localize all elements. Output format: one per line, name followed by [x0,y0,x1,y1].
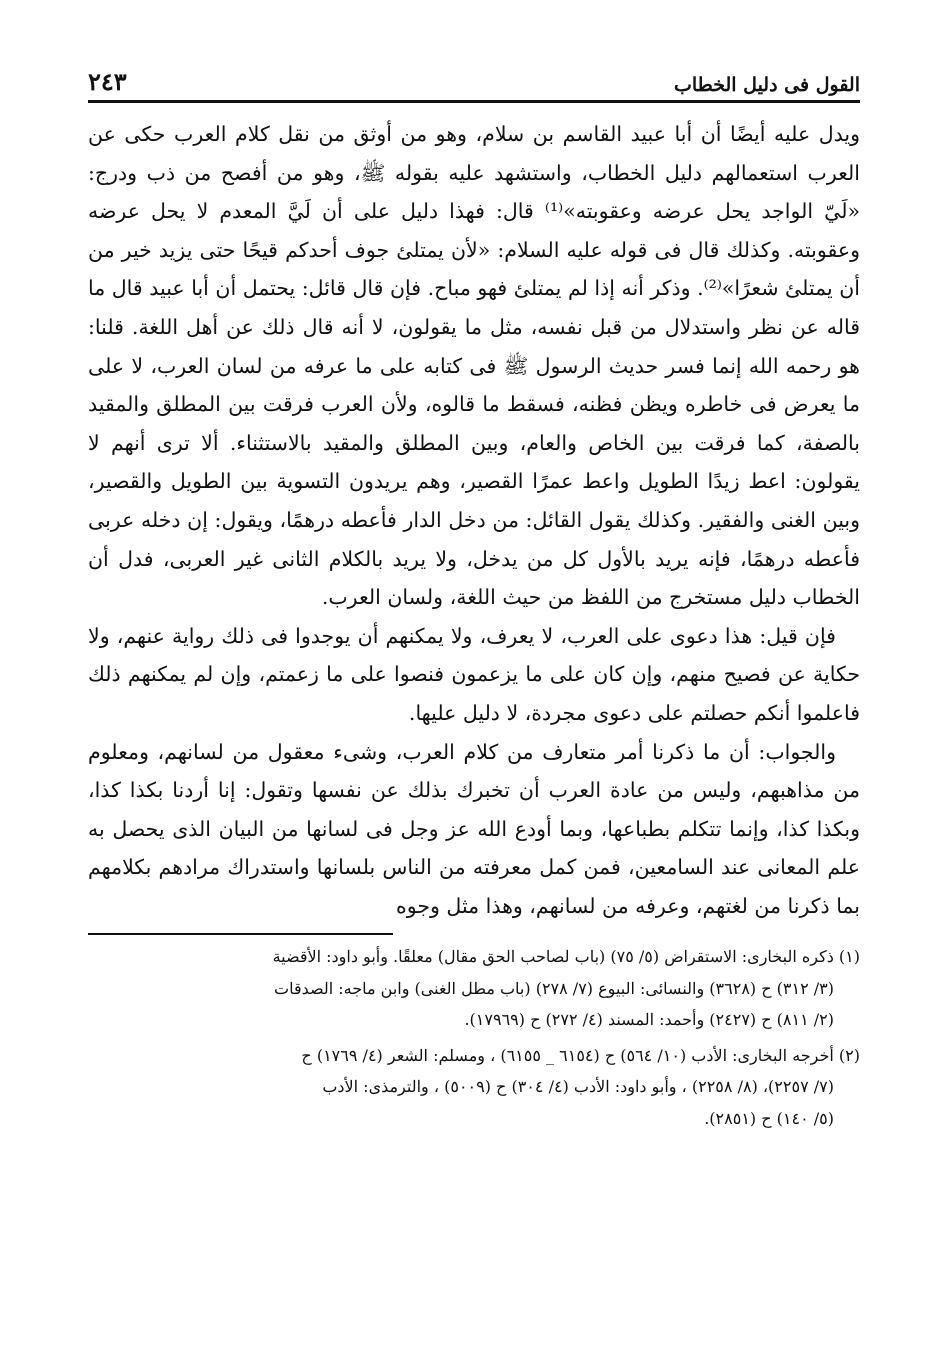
footnote-1-line-3: (٢/ ٨١١) ح (٢٤٢٧) وأحمد: المسند (٤/ ٢٧٢) ح (١٧٩٦٩). [464,1010,834,1030]
footnote-1-line-2: (٣/ ٣١٢) ح (٣٦٢٨) والنسائى: البيوع (٧/ ٢٧٨) (باب مطل الغنى) وابن ماجه: الصدقات [274,978,834,998]
footnote-2-line-2: (٧/ ٢٢٥٧)، (٨/ ٢٢٥٨) ، وأبو داود: الأدب (٤/ ٣٠٤) ح (٥٠٠٩) ، والترمذى: الأدب [322,1077,834,1097]
footnote-separator [88,933,393,935]
paragraph-3: والجواب: أن ما ذكرنا أمر متعارف من كلام العرب، وشىء معقول من لسانهم، ومعلوم من مذاهبهم، وليس من عادة العرب أن تخبرك بذلك عن نفسها وتقول: إنا أردنا بكذا كذا، وبكذا كذا، وإنما تتكلم بطباعها، وبما أودع الله عز وجل فى لسانها من البيان الذى يحصل به علم المعانى عند السامعين، فمن كمل معرفته من الناس بلسانها واستدراك مرادهم بكلامهم بما ذكرنا من لغتهم، وعرفه من لسانهم، وهذا مثل وجوه [88,739,860,918]
chapter-title: القول فى دليل الخطاب [673,74,860,96]
footnote-2-line-1: (٢) أخرجه البخارى: الأدب (١٠/ ٥٦٤) ح (٦١٥٤ _ ٦١٥٥) ، ومسلم: الشعر (٤/ ١٧٦٩) ح [301,1045,860,1065]
paragraph-1: ويدل عليه أيضًا أن أبا عبيد القاسم بن سلام، وهو من أوثق من نقل كلام العرب حكى عن العرب استعمالهم دليل الخطاب، واستشهد عليه بقوله ﷺ، وهو من أفصح من ذب ودرج: «لَيّ الواجد يحل عرضه وعقوبته»⁽¹⁾ قال: فهذا دليل على أن لَيَّ المعدم لا يحل عرضه وعقوبته. وكذلك قال فى قوله عليه السلام: «لأن يمتلئ جوف أحدكم قيحًا حتى يزيد خير من أن يمتلئ شعرًا»⁽²⁾. وذكر أنه إذا لم يمتلئ فهو مباح. فإن قال قائل: يحتمل أن أبا عبيد قال ما قاله عن نظر واستدلال من قبل نفسه، مثل ما يقولون، لا أنه قال ذلك عن أهل اللغة. قلنا: هو رحمه الله إنما فسر حديث الرسول ﷺ فى كتابه على ما عرفه من لسان العرب، لا على ما يعرض فى خاطره ويظن فظنه، فسقط ما قالوه، ولأن العرب فرقت بين المطلق والمقيد بالصفة، كما فرقت بين الخاص والعام، وبين المطلق والمقيد بالاستثناء. ألا ترى أنهم لا يقولون: اعط زيدًا الطويل واعط عمرًا القصير، وهم يريدون التسوية بين الطويل والقصير، وبين الغنى والفقير. وكذلك يقول القائل: من دخل الدار فأعطه درهمًا، ويقول: إن دخله عربى فأعطه درهمًا، فإنه يريد بالأول كل من يدخل، ولا يريد بالكلام الثانى غير العربى، فدل أن الخطاب دليل مستخرج من اللفظ من حيث اللغة، ولسان العرب. [88,122,860,610]
footnote-2-line-3: (٥/ ١٤٠) ح (٢٨٥١). [704,1108,834,1128]
page-number: ٢٤٣ [88,67,127,96]
footnote-1-line-1: (١) ذكره البخارى: الاستقراض (٥/ ٧٥) (باب لصاحب الحق مقال) معلقًا. وأبو داود: الأقضية [272,947,860,967]
footnotes [88,941,860,1134]
running-header [88,60,860,103]
main-text [88,115,860,925]
footnote-1 [88,941,860,1036]
document-page [88,60,860,1350]
footnote-2 [88,1040,860,1135]
paragraph-2: فإن قيل: هذا دعوى على العرب، لا يعرف، ولا يمكنهم أن يوجدوا فى ذلك رواية عنهم، ولا حكاية عن فصيح منهم، وإن كان على ما يزعمون فنصوا على ما زعمتم، وإن لم يمكنهم ذلك فاعلموا أنكم حصلتم على دعوى مجردة، لا دليل عليها. [88,623,860,725]
